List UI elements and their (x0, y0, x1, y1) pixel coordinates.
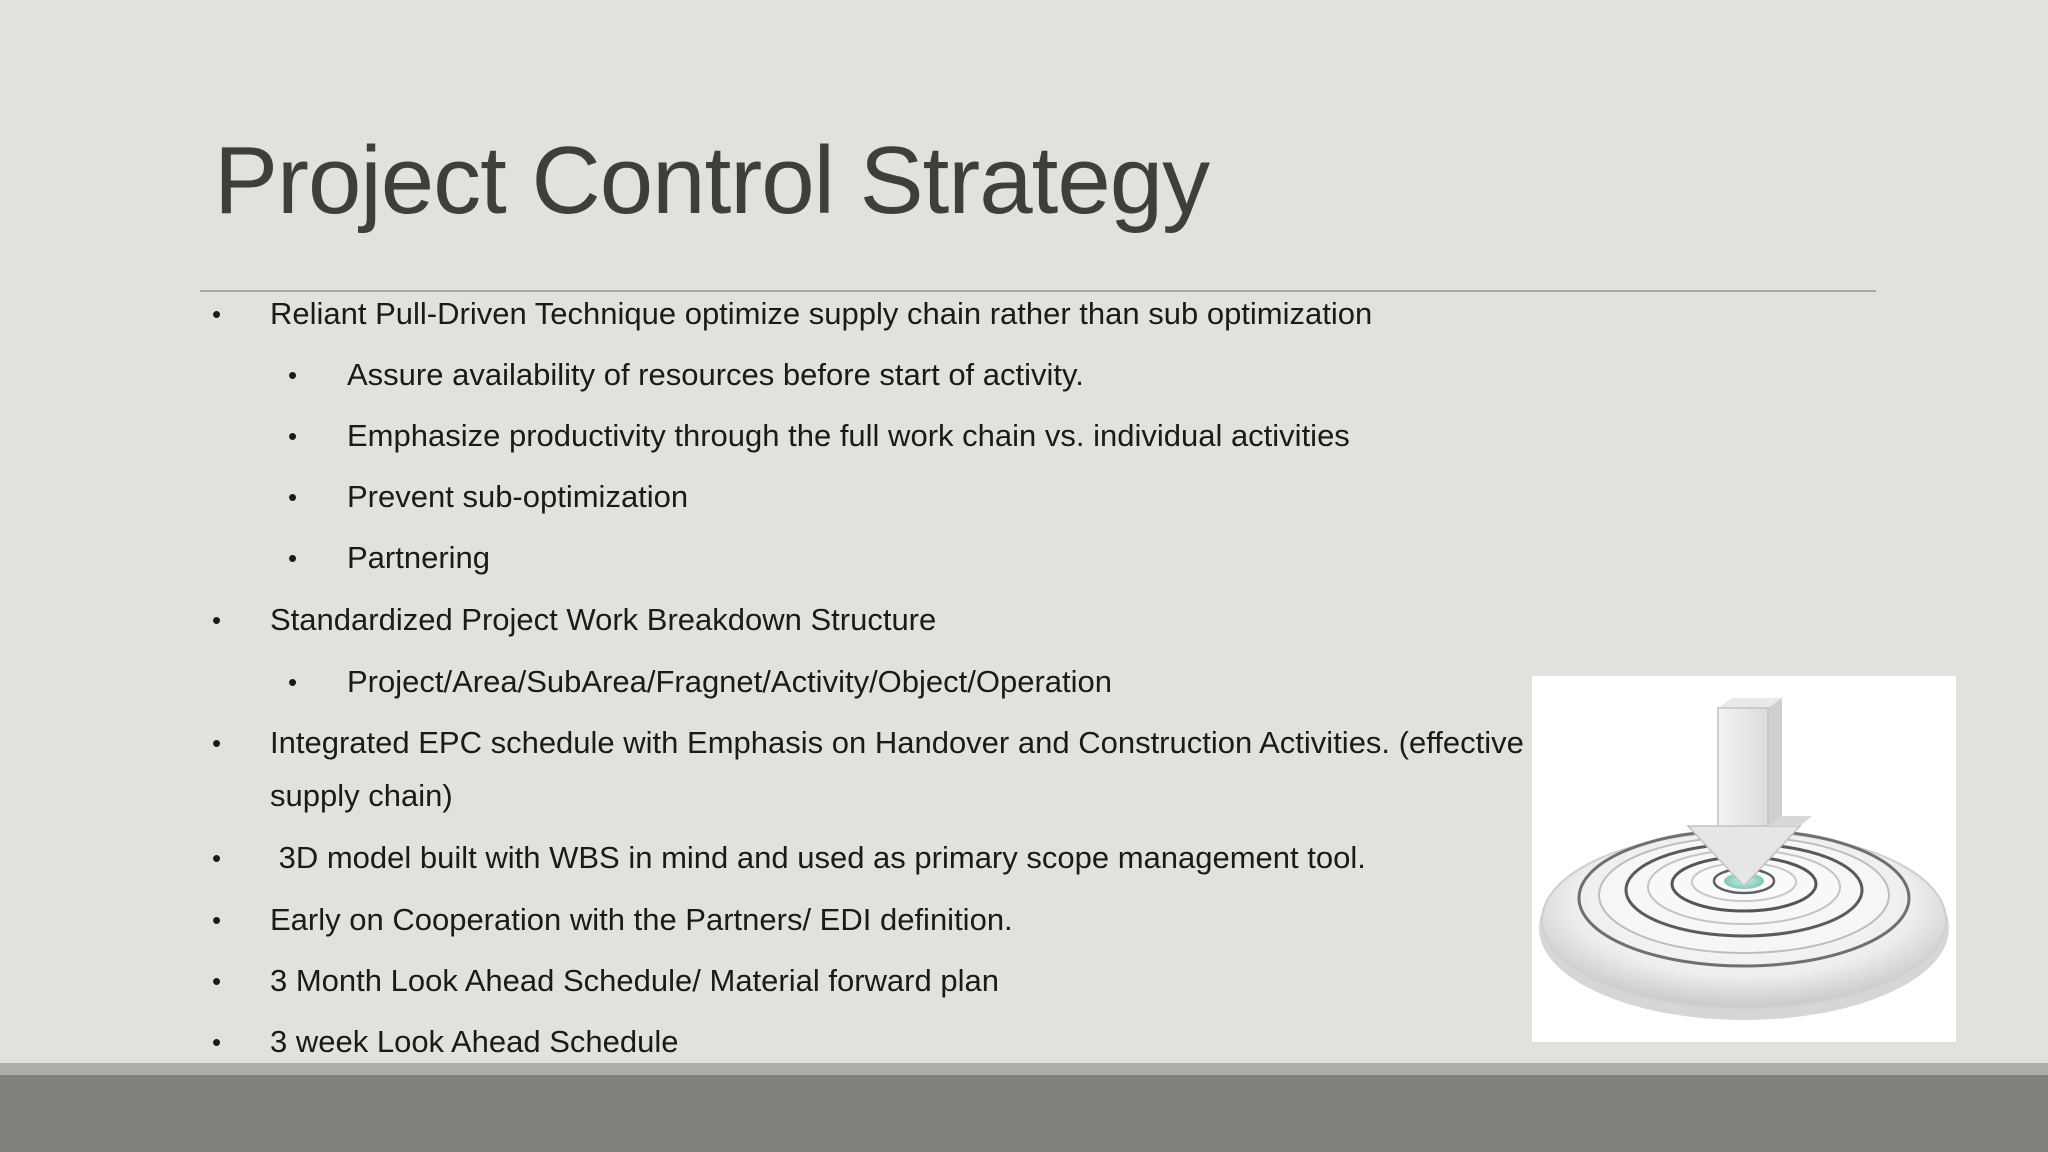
bullet-text: Emphasize productivity through the full work chain vs. individual activities (347, 418, 1350, 453)
footer-stripe (0, 1063, 2048, 1075)
target-arrow-icon (1532, 676, 1956, 1042)
bullet-marker: • (288, 421, 298, 451)
bullet-text: Early on Cooperation with the Partners/ EDI definition. (270, 902, 1013, 937)
bullet-text-continued: supply chain) (270, 778, 453, 813)
bullet-marker: • (288, 360, 298, 390)
bullet-marker: • (288, 543, 298, 573)
bullet-marker: • (212, 1027, 222, 1057)
bullet-text: Assure availability of resources before start of activity. (347, 357, 1084, 392)
bullet-marker: • (212, 905, 222, 935)
footer-bar (0, 1075, 2048, 1152)
bullet-marker: • (212, 299, 222, 329)
bullet-marker: • (212, 966, 222, 996)
bullet-marker: • (212, 728, 222, 758)
bullet-text: Prevent sub-optimization (347, 479, 689, 514)
bullet-marker: • (212, 843, 222, 873)
bullet-text: Project/Area/SubArea/Fragnet/Activity/Object/Operation (347, 664, 1113, 699)
bullet-text: 3D model built with WBS in mind and used as primary scope management tool. (270, 840, 1366, 875)
bullet-text: Standardized Project Work Breakdown Structure (270, 602, 937, 637)
bullet-text: Integrated EPC schedule with Emphasis on Handover and Construction Activities. (effective (270, 725, 1524, 760)
bullet-marker: • (288, 482, 298, 512)
bullet-marker: • (288, 667, 298, 697)
bullet-text: Partnering (347, 540, 491, 575)
bullet-text: 3 Month Look Ahead Schedule/ Material forward plan (270, 963, 999, 998)
bullet-text: Reliant Pull-Driven Technique optimize supply chain rather than sub optimization (270, 296, 1373, 331)
bullet-marker: • (212, 605, 222, 635)
bullet-text: 3 week Look Ahead Schedule (270, 1024, 679, 1059)
slide-title: Project Control Strategy (214, 127, 1210, 234)
